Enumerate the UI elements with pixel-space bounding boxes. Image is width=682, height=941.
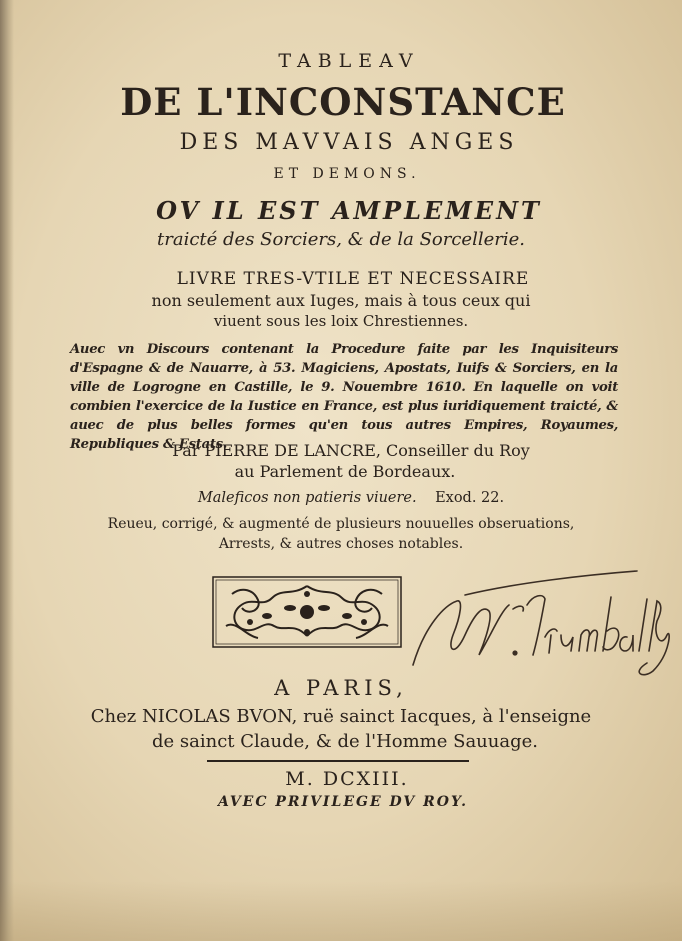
- handwritten-signature: [405, 565, 675, 685]
- title-line-3: DES MAVVAIS ANGES: [179, 130, 519, 155]
- revision-note-2: Arrests, & autres choses notables.: [218, 536, 464, 552]
- discourse-paragraph: Auec vn Discours contenant la Procedure faite par les Inquisiteurs d'Espagne & de Nauarre, à 53. Magiciens, Apostats, Iuifs & Sorciers, en la ville de Logrogne en Castille, le 9. Nouembre 1610. En laquelle on voit combien l'exercice de la Iustice en France, est plus iuridiquement traicté, & auec de plus belles formes qu'en tous autres Empires, Royaumes, Republiques & Estats.: [70, 342, 618, 452]
- divider-rule: [207, 760, 469, 762]
- epigraph-quote: Maleficos non patieris viuere.: [197, 490, 417, 506]
- book-description-3: viuent sous les loix Chrestiennes.: [213, 312, 469, 330]
- epigraph-reference: Exod. 22.: [435, 490, 505, 506]
- subtitle-line-1: OV IL EST AMPLEMENT: [156, 196, 542, 225]
- imprint-year: M. DCXIII.: [285, 768, 409, 790]
- imprint-privilege: AVEC PRIVILEGE DV ROY.: [217, 794, 469, 810]
- book-description-2: non seulement aux Iuges, mais à tous ceux qui: [151, 291, 531, 310]
- main-title: DE L'INCONSTANCE: [120, 80, 566, 124]
- imprint-publisher-1: Chez NICOLAS BVON, ruë sainct Iacques, à l'enseigne: [90, 706, 592, 727]
- imprint-publisher-2: de sainct Claude, & de l'Homme Sauuage.: [152, 731, 538, 752]
- revision-note-1: Reueu, corrigé, & augmenté de plusieurs nouuelles obseruations,: [107, 516, 575, 532]
- epigraph: [0, 490, 682, 506]
- imprint-city: A PARIS,: [274, 676, 408, 700]
- author-line-1: Par PIERRE DE LANCRE, Conseiller du Roy: [172, 441, 530, 460]
- printers-ornament: [212, 576, 402, 648]
- title-line-1: TABLEAV: [278, 50, 420, 72]
- page-foxing: [0, 881, 682, 941]
- author-line-2: au Parlement de Bordeaux.: [234, 462, 456, 481]
- book-description-1: LIVRE TRES-VTILE ET NECESSAIRE: [176, 269, 530, 289]
- subtitle-line-2: traicté des Sorciers, & de la Sorcellerie.: [157, 229, 525, 250]
- title-line-4: ET DEMONS.: [273, 166, 421, 182]
